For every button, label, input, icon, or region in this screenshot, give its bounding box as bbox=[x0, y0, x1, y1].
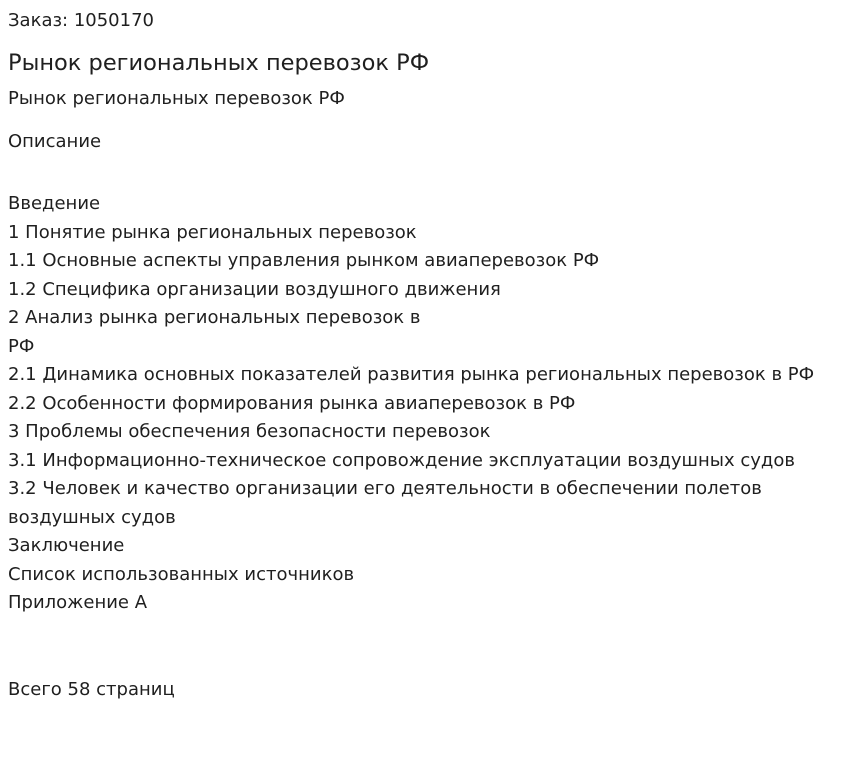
toc-item: РФ bbox=[8, 335, 35, 357]
page-title: Рынок региональных перевозок РФ bbox=[8, 50, 430, 76]
total-pages: Всего 58 страниц bbox=[8, 679, 175, 700]
toc-item: 1 Понятие рынка региональных перевозок bbox=[8, 221, 417, 243]
toc-item: 1.2 Специфика организации воздушного движения bbox=[8, 278, 501, 300]
table-of-contents bbox=[8, 190, 844, 618]
toc-item: Список использованных источников bbox=[8, 563, 355, 585]
toc-item: 3 Проблемы обеспечения безопасности перевозок bbox=[8, 421, 491, 442]
toc-item: Приложение А bbox=[8, 592, 148, 613]
toc-item: 3.2 Человек и качество организации его деятельности в обеспечении полетов воздушных судов bbox=[8, 478, 762, 528]
description-label: Описание bbox=[8, 131, 102, 152]
toc-item: 2.1 Динамика основных показателей развития рынка региональных перевозок в РФ bbox=[8, 364, 815, 385]
toc-item: 2.2 Особенности формирования рынка авиаперевозок в РФ bbox=[8, 392, 576, 414]
toc-item: 1.1 Основные аспекты управления рынком авиаперевозок РФ bbox=[8, 250, 600, 271]
toc-item: Заключение bbox=[8, 535, 125, 556]
page-subtitle: Рынок региональных перевозок РФ bbox=[8, 88, 345, 109]
toc-item: 3.1 Информационно-техническое сопровождение эксплуатации воздушных судов bbox=[8, 449, 795, 471]
order-number: Заказ: 1050170 bbox=[8, 10, 154, 31]
toc-item: Введение bbox=[8, 193, 101, 214]
toc-item: 2 Анализ рынка региональных перевозок в bbox=[8, 307, 421, 328]
